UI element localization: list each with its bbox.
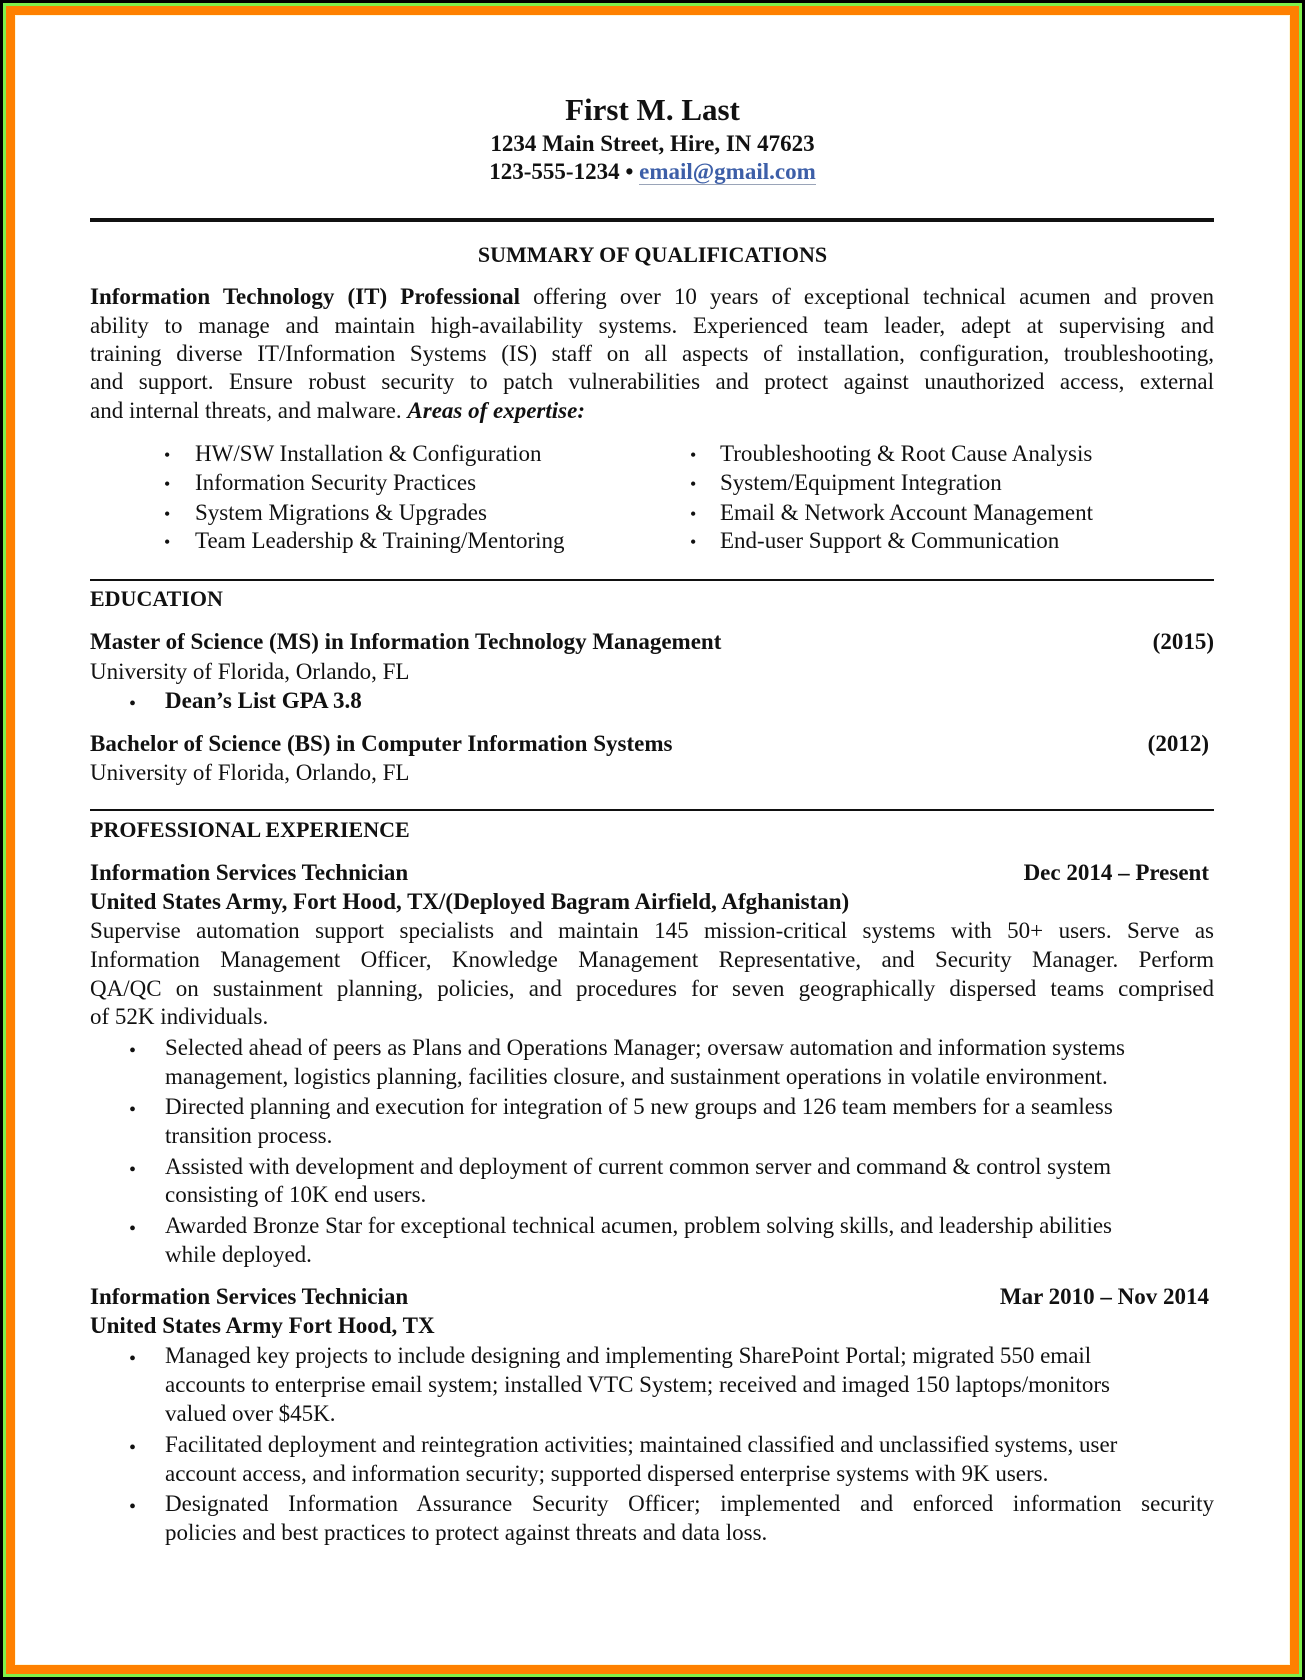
- contact-line: [0, 160, 1305, 183]
- bullet-icon: •: [690, 474, 697, 494]
- bullet-icon: •: [164, 474, 171, 494]
- expertise-item: HW/SW Installation & Configuration: [195, 441, 542, 466]
- expertise-label: Areas of expertise:: [407, 399, 585, 423]
- job-bullet-line: Selected ahead of peers as Plans and Operations Manager; oversaw automation and information systems: [165, 1035, 1125, 1060]
- bullet-icon: •: [690, 445, 697, 465]
- job-bullet-line: Managed key projects to include designing and implementing SharePoint Portal; migrated 550 email: [165, 1343, 1092, 1368]
- job-bullet-line: management, logistics planning, facilities closure, and sustainment operations in volatile environment.: [165, 1064, 1108, 1089]
- expertise-item: Email & Network Account Management: [720, 500, 1094, 525]
- expertise-item: System/Equipment Integration: [720, 470, 1002, 495]
- job-bullet-line: Directed planning and execution for integration of 5 new groups and 126 team members for a seamless: [165, 1094, 1113, 1119]
- education-heading: EDUCATION: [90, 586, 223, 611]
- degree-title: Bachelor of Science (BS) in Computer Information Systems: [90, 731, 673, 756]
- expertise-item: Troubleshooting & Root Cause Analysis: [720, 441, 1093, 466]
- expertise-item: End-user Support & Communication: [720, 528, 1060, 553]
- job-org: United States Army, Fort Hood, TX/(Deployed Bagram Airfield, Afghanistan): [90, 889, 850, 914]
- job-bullet-line: while deployed.: [165, 1242, 312, 1267]
- degree-year: (2012): [1147, 731, 1209, 756]
- bullet-icon: •: [164, 504, 171, 524]
- bullet-icon: •: [129, 1159, 137, 1181]
- summary-lead: Information Technology (IT) Professional: [90, 285, 520, 309]
- job-bullet-line: transition process.: [165, 1123, 333, 1148]
- bullet-icon: •: [690, 532, 697, 552]
- experience-heading: PROFESSIONAL EXPERIENCE: [90, 817, 410, 842]
- summary-line-3: training diverse IT/Information Systems (IS) staff on all aspects of installation, configuration, troubleshooting,: [90, 342, 1214, 366]
- job-bullet-line: account access, and information security; supported dispersed enterprise systems with 9K users.: [165, 1461, 1049, 1486]
- email-link[interactable]: email@gmail.com: [639, 159, 816, 184]
- bullet-icon: •: [164, 532, 171, 552]
- bullet-icon: •: [690, 504, 697, 524]
- expertise-item: Information Security Practices: [195, 470, 477, 495]
- degree-honor: Dean’s List GPA 3.8: [165, 688, 362, 713]
- summary-heading: SUMMARY OF QUALIFICATIONS: [477, 242, 828, 267]
- degree-title: Master of Science (MS) in Information Technology Management: [90, 629, 722, 654]
- bullet-icon: •: [129, 1218, 137, 1240]
- job-summary-line: QA/QC on sustainment planning, policies, and procedures for seven geographically dispersed teams comprised: [90, 977, 1214, 1001]
- bullet-icon: •: [129, 1040, 137, 1062]
- job-summary-line: of 52K individuals.: [90, 1004, 269, 1029]
- expertise-item: Team Leadership & Training/Mentoring: [195, 528, 565, 553]
- job-summary-line: Supervise automation support specialists and maintain 145 mission-critical systems with 50+ users. Serve as: [90, 919, 1214, 943]
- job-bullet-line: Designated Information Assurance Security Officer; implemented and enforced information security: [165, 1492, 1214, 1516]
- separator: •: [625, 159, 634, 184]
- bullet-icon: •: [129, 693, 137, 715]
- summary-line-2: ability to manage and maintain high-availability systems. Experienced team leader, adept at supervising and: [90, 314, 1214, 338]
- bullet-icon: •: [164, 445, 171, 465]
- experience-divider: [90, 809, 1214, 811]
- bullet-icon: •: [129, 1437, 137, 1459]
- address: 1234 Main Street, Hire, IN 47623: [490, 131, 815, 156]
- phone: 123-555-1234: [489, 159, 620, 184]
- job-title: Information Services Technician: [90, 1284, 409, 1309]
- summary-line-4: and support. Ensure robust security to patch vulnerabilities and protect against unauthorized access, external: [90, 370, 1214, 394]
- summary-line-5: and internal threats, and malware. Areas of expertise:: [90, 399, 585, 423]
- job-bullet-line: consisting of 10K end users.: [165, 1182, 427, 1207]
- job-org: United States Army Fort Hood, TX: [90, 1313, 435, 1338]
- job-title: Information Services Technician: [90, 860, 409, 885]
- degree-school: University of Florida, Orlando, FL: [90, 659, 410, 684]
- degree-year: (2015): [1152, 629, 1214, 654]
- bullet-icon: •: [129, 1348, 137, 1370]
- bullet-icon: •: [129, 1099, 137, 1121]
- job-bullet-line: valued over $45K.: [165, 1401, 336, 1426]
- job-summary-line: Information Management Officer, Knowledge Management Representative, and Security Manager. Perform: [90, 948, 1214, 972]
- degree-school: University of Florida, Orlando, FL: [90, 760, 410, 785]
- summary-line-1: Information Technology (IT) Professional offering over 10 years of exceptional technical acumen and proven: [90, 285, 1214, 309]
- job-bullet-line: Awarded Bronze Star for exceptional technical acumen, problem solving skills, and leadership abilities: [165, 1213, 1112, 1238]
- job-bullet-line: Facilitated deployment and reintegration activities; maintained classified and unclassified systems, user: [165, 1432, 1118, 1457]
- job-bullet-line: accounts to enterprise email system; installed VTC System; received and imaged 150 laptops/monitors: [165, 1372, 1110, 1397]
- job-dates: Mar 2010 – Nov 2014: [999, 1284, 1209, 1309]
- candidate-name: First M. Last: [565, 92, 740, 127]
- bullet-icon: •: [129, 1496, 137, 1518]
- job-dates: Dec 2014 – Present: [1023, 860, 1209, 885]
- expertise-item: System Migrations & Upgrades: [195, 500, 487, 525]
- job-bullet-line: Assisted with development and deployment of current common server and command & control system: [165, 1154, 1111, 1179]
- header-divider: [90, 218, 1214, 222]
- job-bullet-line: policies and best practices to protect against threats and data loss.: [165, 1520, 768, 1545]
- education-divider: [90, 579, 1214, 581]
